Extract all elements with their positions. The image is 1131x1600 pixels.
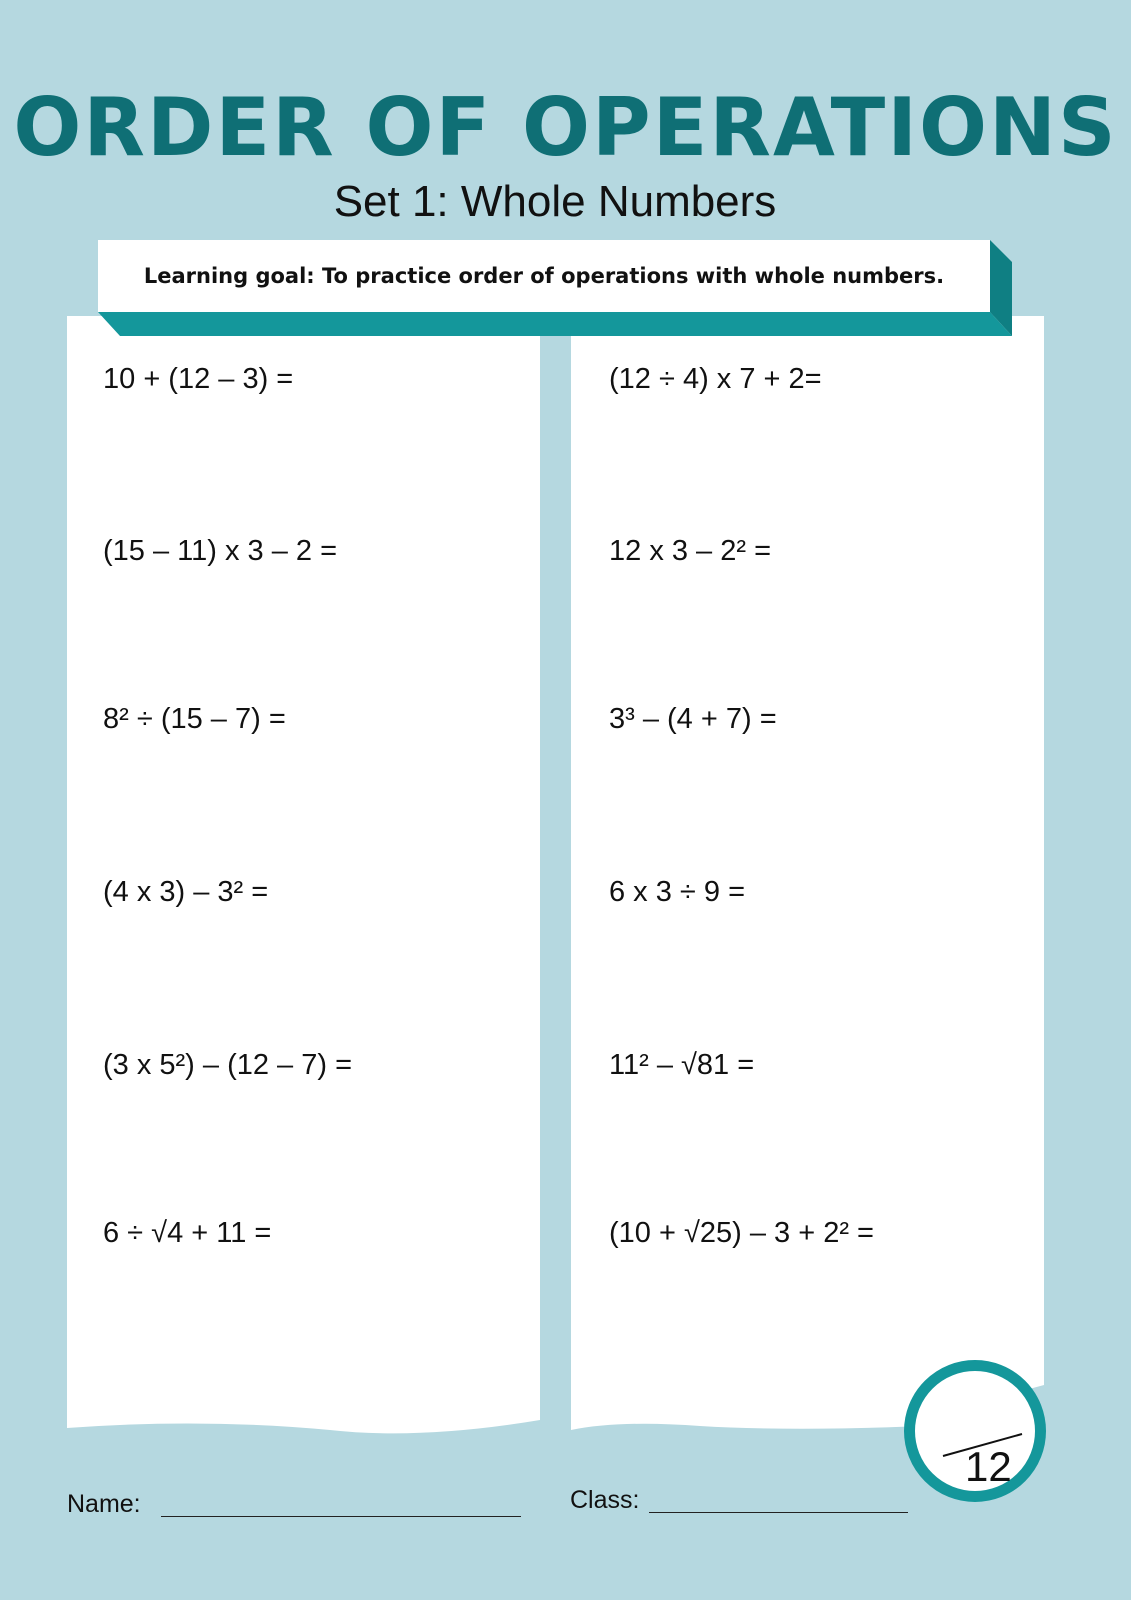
problem-right-1: (12 ÷ 4) x 7 + 2= <box>609 363 822 395</box>
problem-right-6: (10 + √25) – 3 + 2² = <box>609 1217 874 1249</box>
page-subtitle: Set 1: Whole Numbers <box>333 177 777 226</box>
problem-left-5: (3 x 5²) – (12 – 7) = <box>103 1049 353 1081</box>
problem-right-2: 12 x 3 – 2² = <box>609 535 772 567</box>
problem-left-6: 6 ÷ √4 + 11 = <box>103 1217 272 1249</box>
page-title: ORDER OF OPERATIONS <box>13 81 1118 174</box>
name-label: Name: <box>67 1490 141 1518</box>
class-label: Class: <box>570 1486 640 1514</box>
problem-left-4: (4 x 3) – 3² = <box>103 876 269 908</box>
problem-left-2: (15 – 11) x 3 – 2 = <box>103 535 338 567</box>
problem-right-3: 3³ – (4 + 7) = <box>609 703 777 735</box>
problem-right-4: 6 x 3 ÷ 9 = <box>609 876 746 908</box>
problem-right-5: 11² – √81 = <box>609 1049 755 1081</box>
learning-goal: Learning goal: To practice order of operations with whole numbers. <box>143 264 945 288</box>
problem-left-1: 10 + (12 – 3) = <box>103 363 294 395</box>
problem-left-3: 8² ÷ (15 – 7) = <box>103 703 286 735</box>
score-total: 12 <box>965 1443 1012 1490</box>
